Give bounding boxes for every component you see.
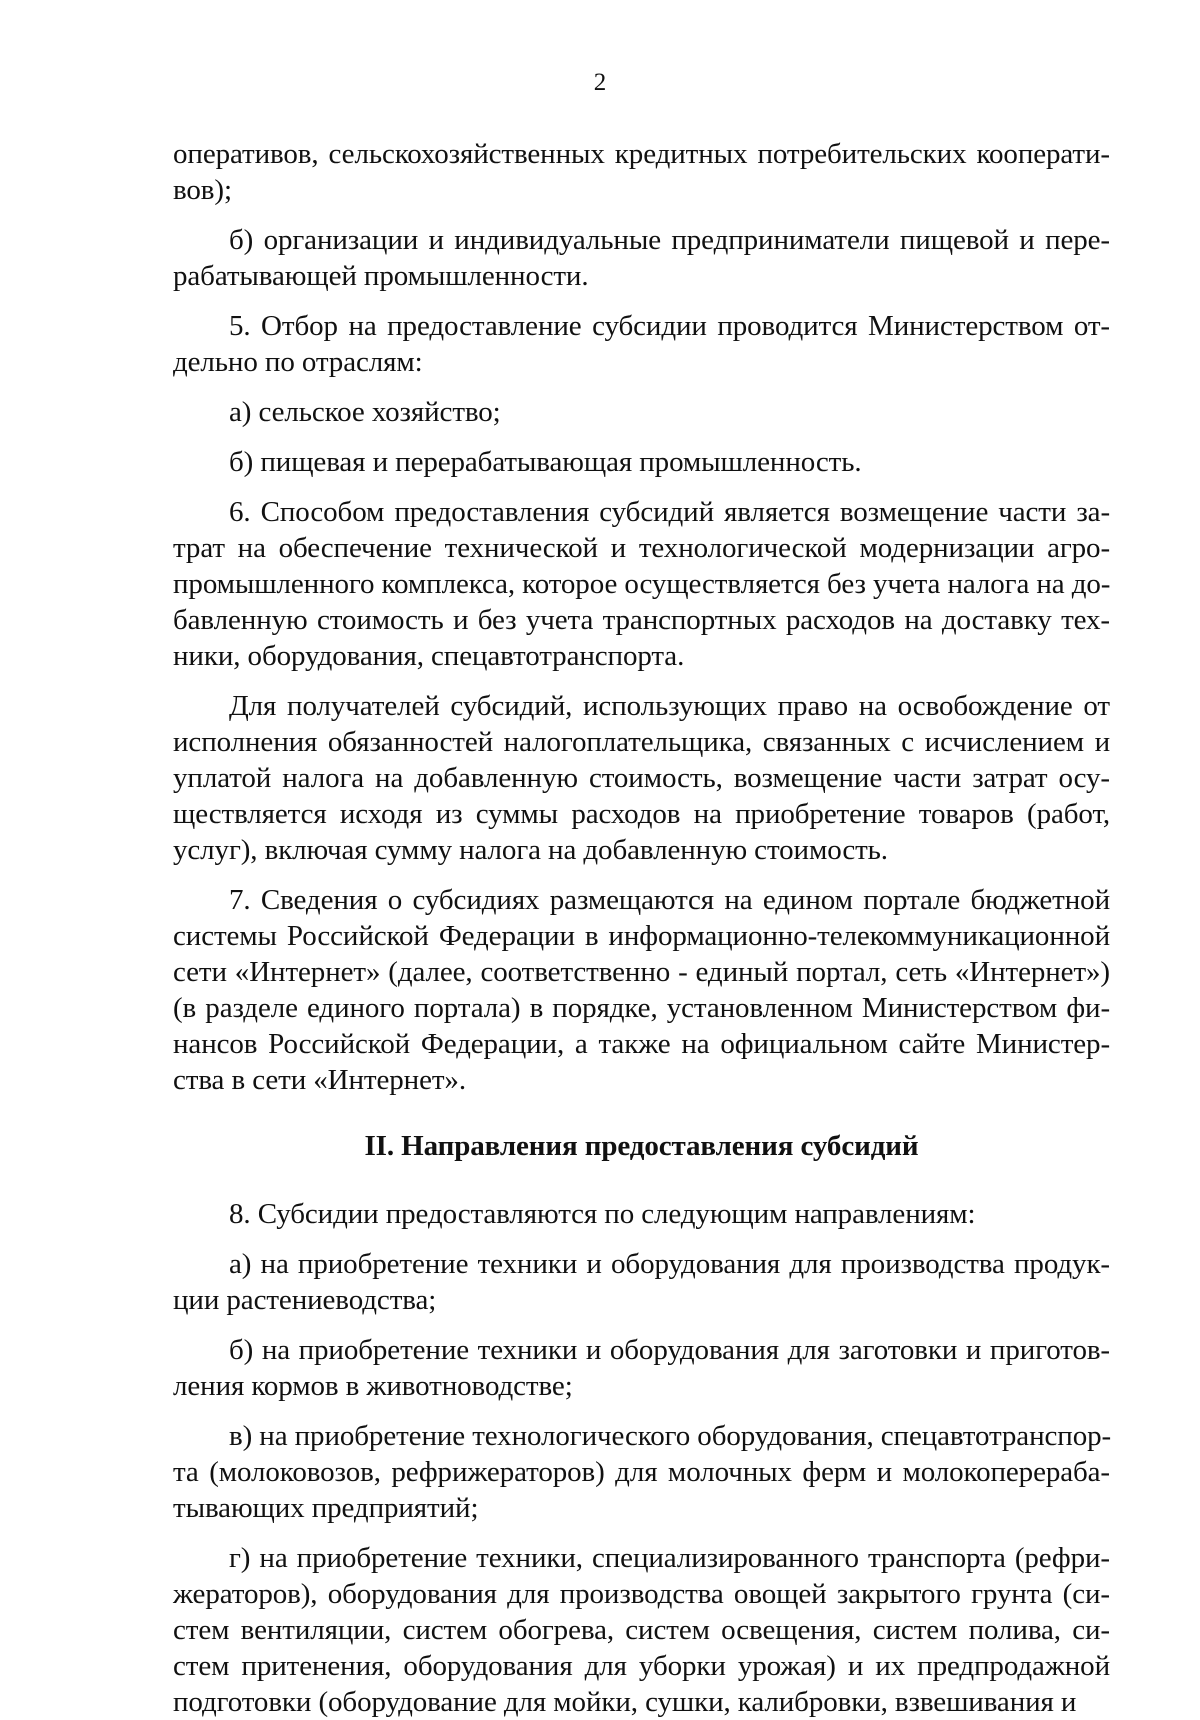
text-line: 5. Отбор на предоставление субсидии проводится Министерством от- bbox=[229, 310, 1110, 342]
text-line: подготовки (оборудование для мойки, сушки, калибровки, взвешивания и bbox=[173, 1686, 1077, 1718]
paragraph-gap bbox=[173, 1232, 1110, 1246]
text-line: ществляется исходя из суммы расходов на приобретение товаров (работ, bbox=[173, 798, 1110, 830]
section-heading: II. Направления предоставления субсидий bbox=[364, 1130, 919, 1162]
text-line: ники, оборудования, спецавтотранспорта. bbox=[173, 640, 685, 672]
paragraph bbox=[173, 1418, 1110, 1526]
text-line: стем притенения, оборудования для уборки урожая) и их предпродажной bbox=[173, 1650, 1110, 1682]
paragraph bbox=[173, 1332, 1110, 1404]
text-line: б) на приобретение техники и оборудования для заготовки и приготов- bbox=[229, 1334, 1110, 1366]
paragraph-gap bbox=[173, 1404, 1110, 1418]
paragraph-gap bbox=[173, 480, 1110, 494]
paragraph bbox=[173, 394, 1110, 430]
text-line: в) на приобретение технологического оборудования, спецавтотранспор- bbox=[229, 1420, 1112, 1452]
text-line: оперативов, сельскохозяйственных кредитных потребительских кооперати- bbox=[173, 138, 1110, 170]
paragraph bbox=[173, 444, 1110, 480]
text-line: а) на приобретение техники и оборудования для производства продук- bbox=[229, 1248, 1110, 1280]
page-number: 2 bbox=[593, 69, 607, 96]
text-line: нансов Российской Федерации, а также на официальном сайте Министер- bbox=[173, 1028, 1110, 1060]
text-line: ства в сети «Интернет». bbox=[173, 1064, 466, 1096]
paragraph bbox=[173, 308, 1110, 380]
text-line: промышленного комплекса, которое осуществляется без учета налога на до- bbox=[173, 568, 1111, 600]
text-line: 6. Способом предоставления субсидий является возмещение части за- bbox=[229, 496, 1110, 528]
text-line: исполнения обязанностей налогоплательщика, связанных с исчислением и bbox=[173, 726, 1110, 758]
paragraph-gap bbox=[173, 430, 1110, 444]
text-line: ции растениеводства; bbox=[173, 1284, 437, 1316]
paragraph-gap bbox=[173, 1318, 1110, 1332]
paragraph-gap bbox=[173, 868, 1110, 882]
text-line: б) пищевая и перерабатывающая промышленность. bbox=[229, 446, 862, 478]
text-block-before-heading bbox=[173, 136, 1110, 1098]
text-line: 7. Сведения о субсидиях размещаются на едином портале бюджетной bbox=[229, 884, 1110, 916]
text-line: ления кормов в животноводстве; bbox=[173, 1370, 573, 1402]
paragraph-gap bbox=[173, 674, 1110, 688]
paragraph-gap bbox=[173, 294, 1110, 308]
text-line: 8. Субсидии предоставляются по следующим направлениям: bbox=[229, 1198, 976, 1230]
paragraph bbox=[173, 494, 1110, 674]
text-line: бавленную стоимость и без учета транспортных расходов на доставку тех- bbox=[173, 604, 1110, 636]
paragraph bbox=[173, 1196, 1110, 1232]
text-line: дельно по отраслям: bbox=[173, 346, 423, 378]
text-line: рабатывающей промышленности. bbox=[173, 260, 589, 292]
text-line: г) на приобретение техники, специализированного транспорта (рефри- bbox=[229, 1542, 1110, 1574]
spacer bbox=[173, 1098, 1110, 1128]
paragraph bbox=[173, 1246, 1110, 1318]
text-line: услуг), включая сумму налога на добавленную стоимость. bbox=[173, 834, 888, 866]
text-line: та (молоковозов, рефрижераторов) для молочных ферм и молокоперераба- bbox=[173, 1456, 1110, 1488]
paragraph-gap bbox=[173, 380, 1110, 394]
paragraph bbox=[173, 222, 1110, 294]
text-line: жераторов), оборудования для производства овощей закрытого грунта (си- bbox=[173, 1578, 1110, 1610]
text-line: системы Российской Федерации в информационно-телекоммуникационной bbox=[173, 920, 1110, 952]
text-line: стем вентиляции, систем обогрева, систем освещения, систем полива, си- bbox=[173, 1614, 1110, 1646]
spacer bbox=[173, 1164, 1110, 1196]
text-line: Для получателей субсидий, использующих право на освобождение от bbox=[229, 690, 1110, 722]
paragraph bbox=[173, 882, 1110, 1098]
text-line: трат на обеспечение технической и технологической модернизации агро- bbox=[173, 532, 1110, 564]
text-line: тывающих предприятий; bbox=[173, 1492, 479, 1524]
text-line: сети «Интернет» (далее, соответственно - единый портал, сеть «Интернет») bbox=[173, 956, 1110, 988]
paragraph bbox=[173, 136, 1110, 208]
document-body bbox=[173, 136, 1110, 1720]
text-line: б) организации и индивидуальные предприниматели пищевой и пере- bbox=[229, 224, 1110, 256]
text-block-after-heading bbox=[173, 1196, 1110, 1720]
paragraph bbox=[173, 1540, 1110, 1720]
text-line: уплатой налога на добавленную стоимость, возмещение части затрат осу- bbox=[173, 762, 1110, 794]
paragraph bbox=[173, 688, 1110, 868]
text-line: вов); bbox=[173, 174, 232, 206]
paragraph-gap bbox=[173, 208, 1110, 222]
paragraph-gap bbox=[173, 1526, 1110, 1540]
text-line: а) сельское хозяйство; bbox=[229, 396, 501, 428]
text-line: (в разделе единого портала) в порядке, установленном Министерством фи- bbox=[173, 992, 1110, 1024]
